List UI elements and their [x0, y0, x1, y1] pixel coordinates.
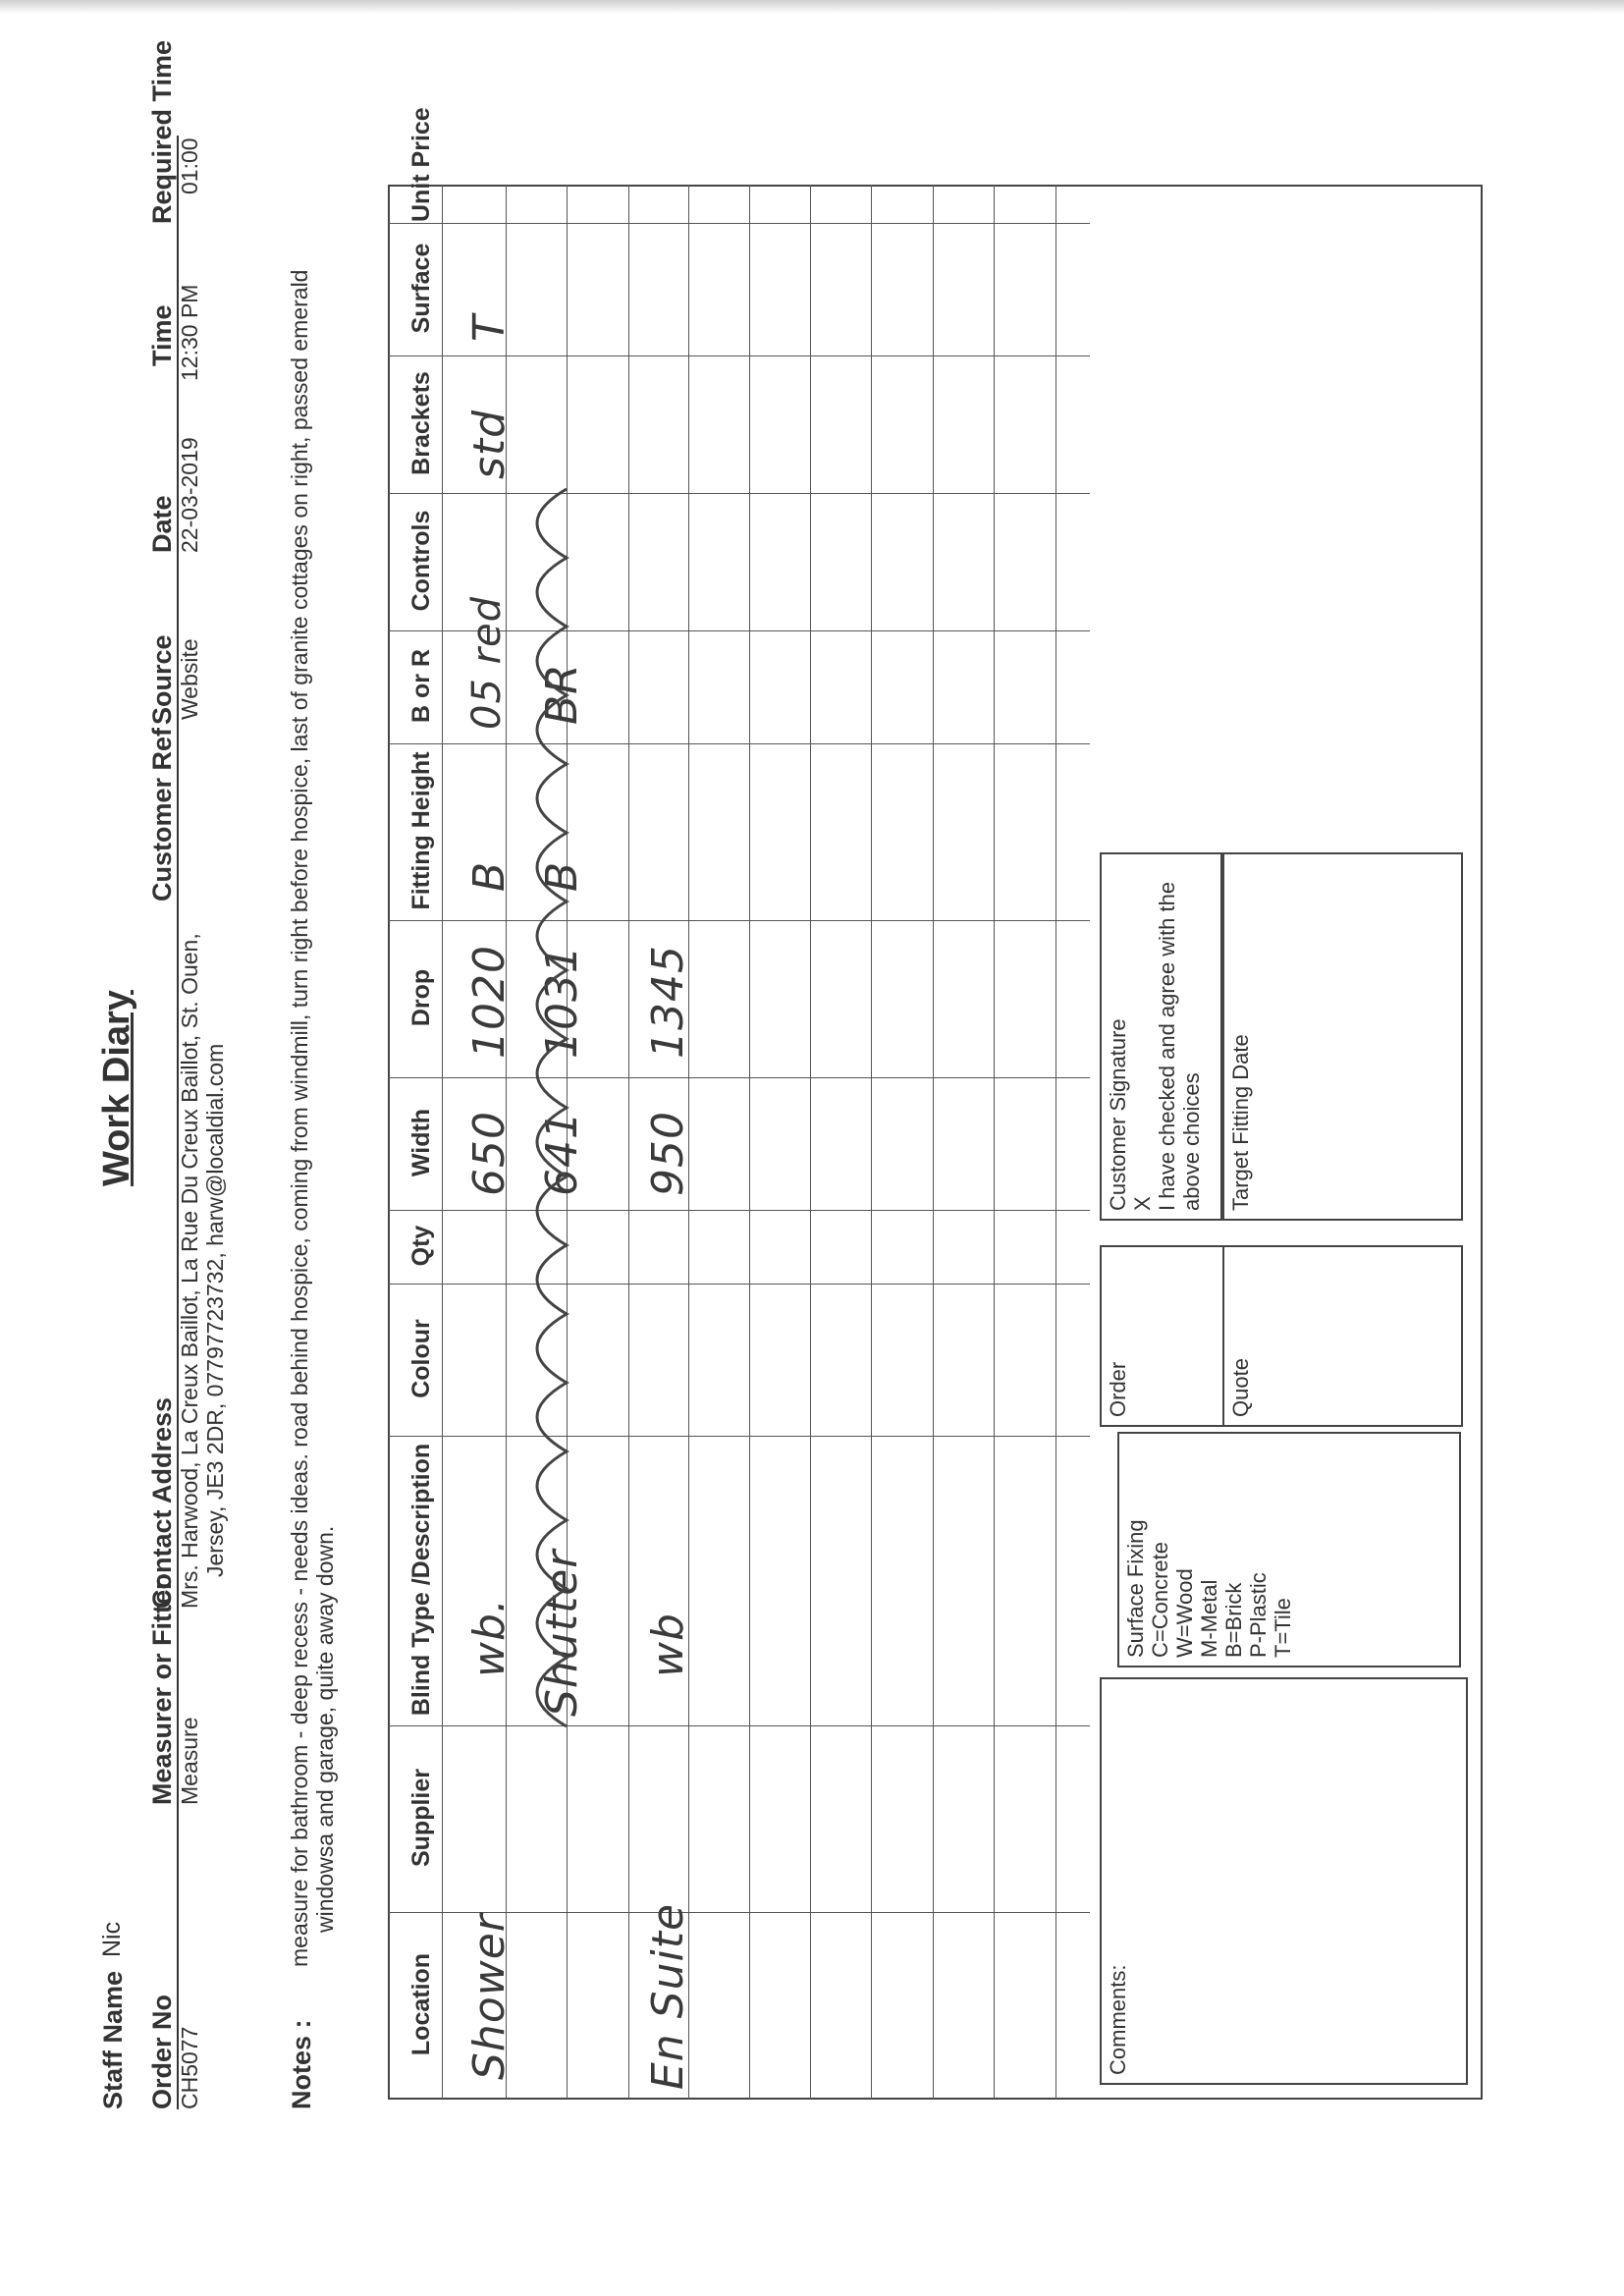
handwritten-fitting-row1: B [464, 860, 514, 892]
handwritten-b-or-r-row2: BR [537, 663, 587, 725]
time-label: Time [147, 304, 177, 366]
notes-line2: windowsa and garage, quite away down. [312, 1525, 338, 1933]
notes-line1: measure for bathroom - deep recess - needs ideas. road behind hospice, coming from windmill, turn right before hospice, last of granite cottages on right, passed emerald [287, 269, 312, 1967]
handwritten-blind-row1: wb. [464, 1598, 514, 1677]
measurer-value: Measure [177, 1717, 202, 1805]
surface-fixing-item: M-Metal [1197, 1579, 1221, 1658]
handwritten-b-or-r-row1: 05 red [464, 595, 510, 730]
notes-label: Notes : [287, 2019, 316, 2109]
source-value: Website [177, 638, 202, 720]
contact-address-line1: Mrs. Harwood, La Creux Baillot, La Rue Du Creux Baillot, St. Ouen, [177, 933, 202, 1609]
col-controls-header: Controls [407, 510, 435, 612]
col-colour-header: Colour [407, 1319, 435, 1398]
signature-x: X [1130, 1196, 1155, 1211]
source-label: Source [147, 634, 177, 725]
measurer-label: Measurer or Fitter [147, 1579, 177, 1805]
col-drop-header: Drop [407, 968, 435, 1027]
target-fitting-label: Target Fitting Date [1228, 1034, 1253, 1211]
surface-fixing-item: P-Plastic [1246, 1572, 1271, 1658]
handwritten-brackets-row1: std [464, 409, 514, 479]
handwritten-location-row3: En Suite [643, 1902, 693, 2090]
handwritten-drop-row1: 1020 [464, 945, 514, 1059]
handwritten-blind-row2: Shutter [537, 1549, 587, 1717]
col-brackets-header: Brackets [407, 371, 435, 475]
signature-label: Customer Signature [1106, 1018, 1130, 1211]
required-time-label: Required Time [147, 39, 177, 224]
strike-through-line [537, 489, 567, 1726]
col-blind-type-header: Blind Type /Description [407, 1443, 435, 1717]
date-value: 22-03-2019 [177, 437, 202, 553]
staff-name-value: Nic [98, 1921, 126, 1957]
col-unit-price-header: Unit Price [407, 107, 435, 222]
page-title: Work Diary [96, 990, 137, 1186]
order-no-label: Order No [147, 1994, 177, 2109]
col-b-or-r-header: B or R [407, 649, 435, 723]
comments-label: Comments: [1106, 1964, 1130, 2075]
order-no-value: CH5077 [177, 2026, 202, 2109]
contact-address-line2: Jersey, JE3 2DR, 07797723732, harw@localdial.com [202, 1043, 228, 1577]
col-fitting-height-header: Fitting Height [407, 751, 435, 910]
order-label: Order [1106, 1361, 1130, 1417]
col-supplier-header: Supplier [407, 1769, 435, 1868]
handwritten-surface-row1: T [464, 314, 514, 342]
handwritten-drop-row3: 1345 [643, 945, 693, 1059]
handwritten-location-row1: Shower [464, 1913, 514, 2080]
signature-agreement: I have checked and agree with the above choices [1155, 881, 1204, 1211]
quote-label: Quote [1228, 1358, 1253, 1417]
customer-ref-label: Customer Ref [147, 727, 177, 902]
col-location-header: Location [407, 1952, 435, 2056]
date-label: Date [147, 495, 177, 553]
surface-fixing-item: C=Concrete [1148, 1541, 1172, 1658]
col-surface-header: Surface [407, 243, 435, 334]
col-width-header: Width [407, 1108, 435, 1177]
handwritten-width-row2: 641 [537, 1111, 587, 1196]
handwritten-width-row3: 950 [643, 1111, 693, 1196]
col-qty-header: Qty [407, 1225, 435, 1267]
handwritten-drop-row2: 1031 [537, 945, 587, 1059]
surface-fixing-item: B=Brick [1221, 1582, 1246, 1658]
contact-address-label: Contact Address [147, 1396, 177, 1609]
surface-fixing-title: Surface Fixing [1123, 1519, 1148, 1658]
handwritten-width-row1: 650 [464, 1111, 514, 1196]
surface-fixing-item: T=Tile [1271, 1598, 1295, 1658]
time-value: 12:30 PM [177, 284, 202, 381]
surface-fixing-item: W=Wood [1172, 1568, 1197, 1658]
required-time-value: 01:00 [177, 137, 202, 194]
staff-name-label: Staff Name [98, 1970, 128, 2109]
handwritten-blind-row3: wb [643, 1613, 693, 1677]
handwritten-fitting-row2: B [537, 860, 587, 892]
